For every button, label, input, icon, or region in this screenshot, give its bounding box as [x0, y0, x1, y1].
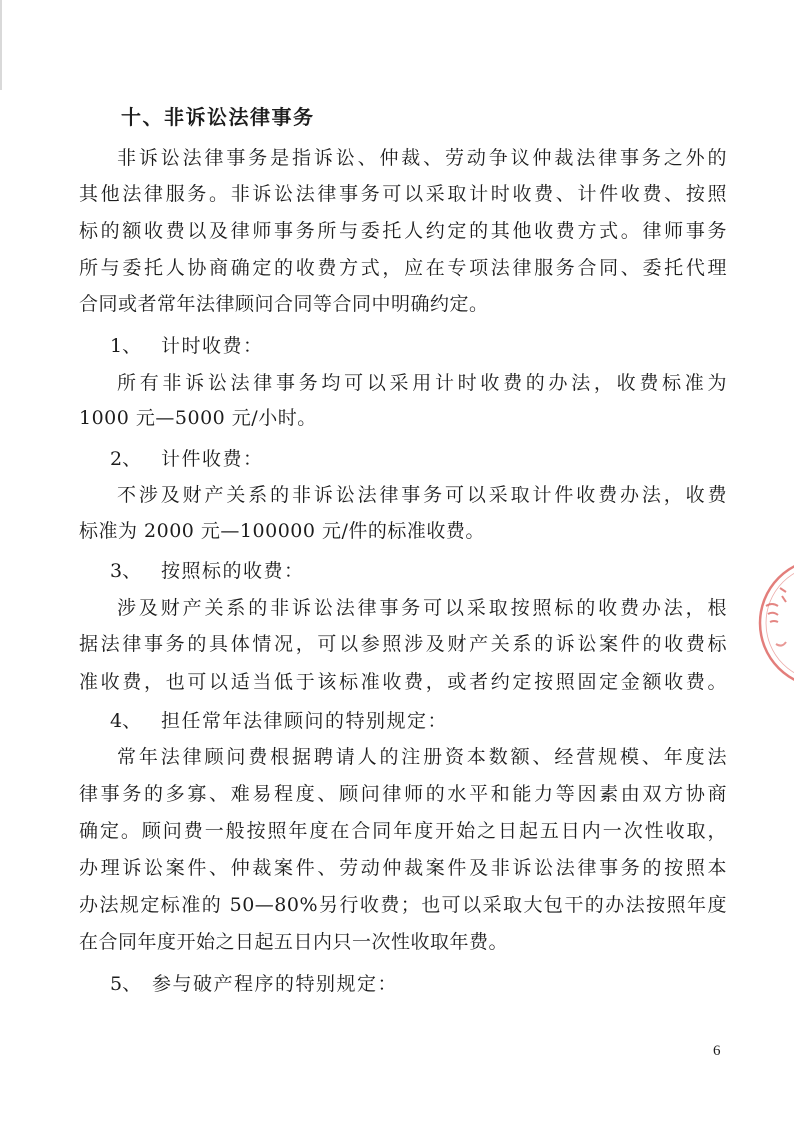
item-title: 担任常年法律顾问的特别规定：: [161, 710, 449, 732]
item-line: 涉及财产关系的非诉讼法律事务可以采取按照标的收费办法，根: [117, 597, 727, 619]
item-line: 1000 元—5000 元/小时。: [79, 407, 317, 429]
item-line: 不涉及财产关系的非诉讼法律事务可以采取计件收费办法，收费: [117, 484, 727, 506]
intro-line: 合同或者常年法律顾问合同等合同中明确约定。: [79, 293, 489, 315]
item-line: 律事务的多寡、难易程度、顾问律师的水平和能力等因素由双方协商: [79, 783, 727, 805]
item-title: 参与破产程序的特别规定：: [152, 973, 399, 995]
intro-line: 非诉讼法律事务是指诉讼、仲裁、劳动争议仲裁法律事务之外的: [117, 147, 727, 169]
section-heading: 十、非诉讼法律事务: [121, 105, 315, 129]
item-line: 所有非诉讼法律事务均可以采用计时收费的办法，收费标准为: [117, 372, 727, 394]
item-number: 1、: [110, 335, 142, 357]
item-title: 计件收费：: [161, 448, 264, 470]
item-line: 确定。顾问费一般按照年度在合同年度开始之日起五日内一次性收取，: [79, 820, 727, 842]
item-title: 按照标的收费：: [161, 560, 305, 582]
item-number: 2、: [110, 448, 142, 470]
item-number: 3、: [110, 560, 142, 582]
red-seal-stamp: [752, 548, 794, 698]
item-line: 办法规定标准的 50—80%另行收费；也可以采取大包干的办法按照年度: [79, 894, 727, 916]
scan-edge-mark: [0, 0, 2, 90]
item-title: 计时收费：: [161, 335, 264, 357]
item-line: 据法律事务的具体情况，可以参照涉及财产关系的诉讼案件的收费标: [79, 633, 727, 655]
intro-line: 标的额收费以及律师事务所与委托人约定的其他收费方式。律师事务: [79, 220, 727, 242]
item-line: 准收费，也可以适当低于该标准收费，或者约定按照固定金额收费。: [79, 671, 727, 693]
item-number: 5、: [110, 973, 142, 995]
intro-line: 所与委托人协商确定的收费方式，应在专项法律服务合同、委托代理: [79, 257, 727, 279]
item-line: 在合同年度开始之日起五日内只一次性收取年费。: [79, 931, 509, 953]
item-line: 标准为 2000 元—100000 元/件的标准收费。: [79, 520, 485, 542]
item-number: 4、: [110, 710, 142, 732]
item-line: 常年法律顾问费根据聘请人的注册资本数额、经营规模、年度法: [117, 746, 727, 768]
intro-line: 其他法律服务。非诉讼法律事务可以采取计时收费、计件收费、按照: [79, 183, 727, 205]
page-number: 6: [713, 1043, 721, 1059]
item-line: 办理诉讼案件、仲裁案件、劳动仲裁案件及非诉讼法律事务的按照本: [79, 857, 727, 879]
